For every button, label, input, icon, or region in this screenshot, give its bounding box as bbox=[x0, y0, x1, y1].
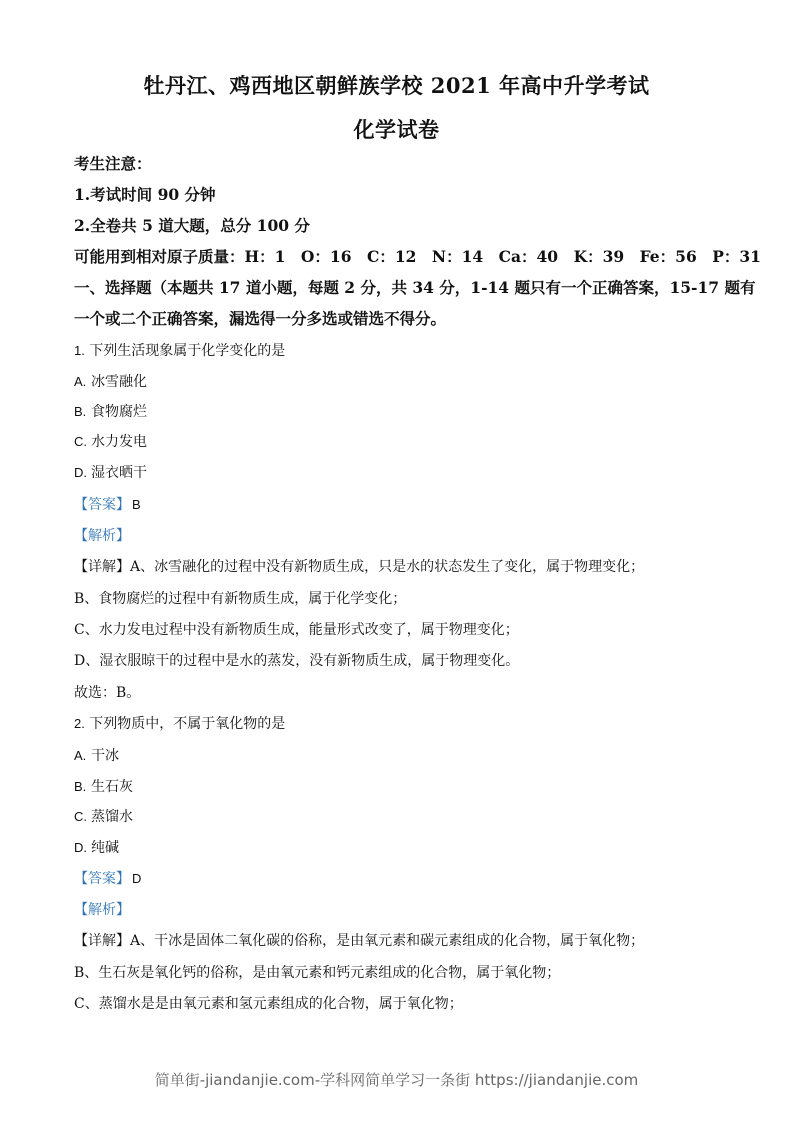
question-text: 下列物质中，不属于氧化物的是 bbox=[89, 716, 286, 732]
detail-tag: 【详解】 bbox=[74, 559, 130, 575]
option-text: 蒸馏水 bbox=[91, 809, 133, 825]
q1-option-d bbox=[74, 462, 147, 482]
q2-answer bbox=[74, 868, 141, 888]
detail-tag: 【详解】 bbox=[74, 933, 130, 949]
section-heading-line1: 一、选择题（本题共 17 道小题，每题 2 分，共 34 分，1-14 题只有一个正确答案，15-17 题有 bbox=[74, 278, 756, 297]
q2-analysis-tag: 【解析】 bbox=[74, 902, 130, 918]
option-text: 水力发电 bbox=[91, 434, 147, 450]
q1-detail-c: C、水力发电过程中没有新物质生成，能量形式改变了，属于物理变化； bbox=[74, 622, 519, 638]
question-2-stem bbox=[74, 713, 285, 733]
q1-option-a bbox=[74, 371, 147, 391]
q1-analysis-tag: 【解析】 bbox=[74, 528, 130, 544]
q1-detail-d: D、湿衣服晾干的过程中是水的蒸发，没有新物质生成，属于物理变化。 bbox=[74, 653, 520, 669]
exam-subtitle: 化学试卷 bbox=[353, 117, 440, 142]
q1-conclusion: 故选：B。 bbox=[74, 685, 141, 701]
q2-detail-a bbox=[74, 930, 644, 950]
option-text: 纯碱 bbox=[91, 840, 119, 856]
detail-text: A、干冰是固体二氧化碳的俗称，是由氧元素和碳元素组成的化合物，属于氧化物； bbox=[130, 933, 645, 949]
notice-item-time: 1.考试时间 90 分钟 bbox=[74, 185, 216, 204]
q2-option-b bbox=[74, 776, 133, 796]
option-text: 生石灰 bbox=[91, 779, 133, 795]
option-text: 冰雪融化 bbox=[91, 374, 147, 390]
q2-detail-b: B、生石灰是氧化钙的俗称，是由氧元素和钙元素组成的化合物，属于氧化物； bbox=[74, 965, 561, 981]
option-letter: D. bbox=[74, 465, 87, 480]
q1-option-c bbox=[74, 431, 147, 451]
detail-text: A、冰雪融化的过程中没有新物质生成，只是水的状态发生了变化，属于物理变化； bbox=[130, 559, 645, 575]
q2-option-c bbox=[74, 806, 133, 826]
q2-option-d bbox=[74, 837, 119, 857]
option-letter: B. bbox=[74, 404, 87, 419]
notice-item-score: 2.全卷共 5 道大题，总分 100 分 bbox=[74, 216, 310, 235]
answer-tag: 【答案】 bbox=[74, 871, 130, 887]
q1-option-b bbox=[74, 401, 147, 421]
exam-title: 牡丹江、鸡西地区朝鲜族学校 2021 年高中升学考试 bbox=[143, 73, 650, 98]
answer-tag: 【答案】 bbox=[74, 497, 130, 513]
option-letter: A. bbox=[74, 374, 87, 389]
q1-detail-b: B、食物腐烂的过程中有新物质生成，属于化学变化； bbox=[74, 591, 407, 607]
option-letter: A. bbox=[74, 748, 87, 763]
option-text: 食物腐烂 bbox=[91, 404, 147, 420]
q1-answer bbox=[74, 494, 141, 514]
page-footer-watermark: 简单街-jiandanjie.com-学科网简单学习一条街 https://jiandanjie.com bbox=[154, 1071, 639, 1089]
option-letter: B. bbox=[74, 779, 87, 794]
q1-detail-a bbox=[74, 556, 644, 576]
q2-detail-c: C、蒸馏水是是由氧元素和氢元素组成的化合物，属于氧化物； bbox=[74, 996, 463, 1012]
option-letter: C. bbox=[74, 809, 87, 824]
answer-value: B bbox=[132, 497, 141, 512]
question-number: 2. bbox=[74, 716, 85, 731]
option-letter: D. bbox=[74, 840, 87, 855]
option-text: 湿衣晒干 bbox=[91, 465, 147, 481]
question-text: 下列生活现象属于化学变化的是 bbox=[89, 343, 286, 359]
option-letter: C. bbox=[74, 434, 87, 449]
answer-value: D bbox=[132, 871, 142, 886]
section-heading-line2: 一个或二个正确答案，漏选得一分多选或错选不得分。 bbox=[74, 309, 447, 328]
question-1-stem bbox=[74, 340, 285, 360]
question-number: 1. bbox=[74, 343, 85, 358]
notice-heading: 考生注意： bbox=[74, 154, 152, 173]
option-text: 干冰 bbox=[91, 748, 119, 764]
atomic-masses: 可能用到相对原子质量：H：1 O：16 C：12 N：14 Ca：40 K：39 Fe：56 P：31 bbox=[74, 247, 761, 266]
q2-option-a bbox=[74, 745, 119, 765]
